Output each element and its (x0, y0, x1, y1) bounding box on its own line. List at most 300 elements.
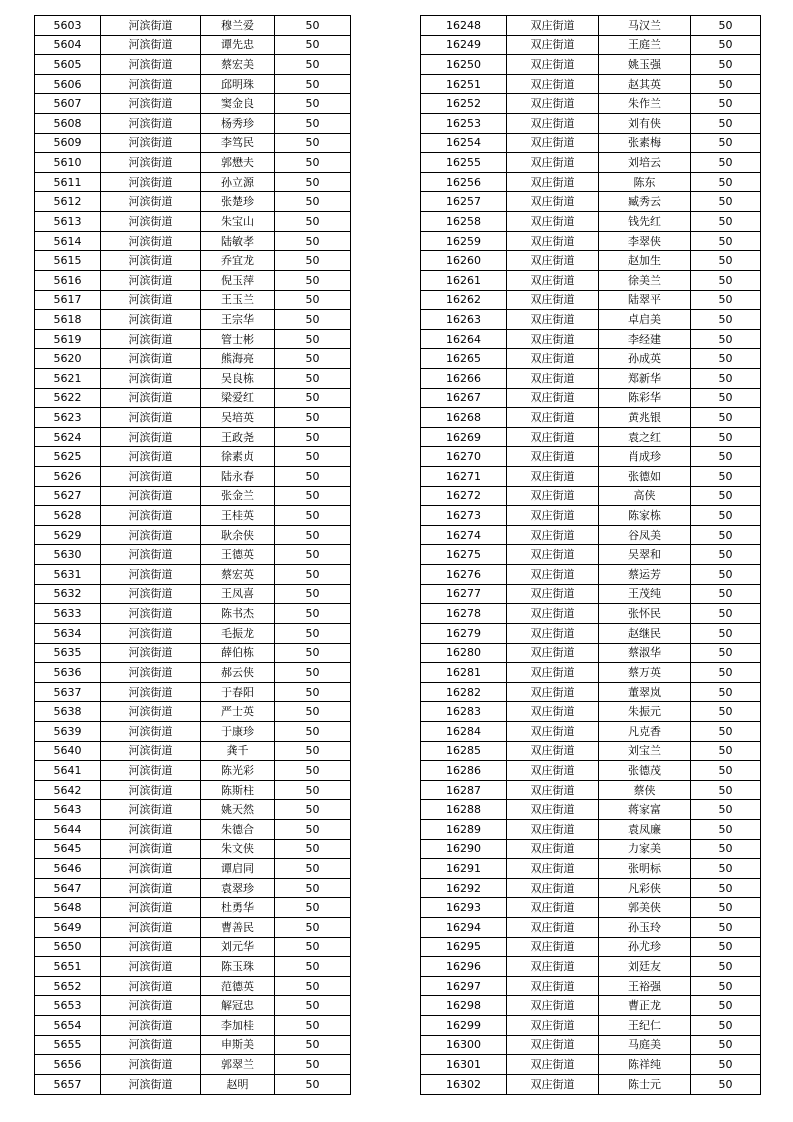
record-number-cell: 16260 (421, 251, 507, 271)
record-number-cell: 16294 (421, 918, 507, 938)
record-number-cell: 16281 (421, 663, 507, 683)
amount-cell: 50 (691, 310, 761, 330)
record-number-cell: 16296 (421, 957, 507, 977)
record-number-cell: 16268 (421, 408, 507, 428)
street-name-cell: 河滨街道 (101, 270, 201, 290)
person-name-cell: 孙立源 (201, 172, 275, 192)
table-row (421, 427, 761, 447)
street-name-cell: 双庄街道 (507, 270, 599, 290)
record-number-cell: 16271 (421, 467, 507, 487)
amount-cell: 50 (691, 114, 761, 134)
amount-cell: 50 (691, 525, 761, 545)
amount-cell: 50 (691, 388, 761, 408)
amount-cell: 50 (691, 1055, 761, 1075)
amount-cell: 50 (275, 663, 351, 683)
person-name-cell: 高侠 (599, 486, 691, 506)
street-name-cell: 双庄街道 (507, 1016, 599, 1036)
person-name-cell: 毛振龙 (201, 623, 275, 643)
record-number-cell: 16267 (421, 388, 507, 408)
amount-cell: 50 (691, 408, 761, 428)
table-row (421, 663, 761, 683)
table-row (421, 878, 761, 898)
person-name-cell: 李笃民 (201, 133, 275, 153)
street-name-cell: 双庄街道 (507, 1074, 599, 1094)
record-number-cell: 5657 (35, 1074, 101, 1094)
table-row (421, 565, 761, 585)
person-name-cell: 凡克香 (599, 721, 691, 741)
person-name-cell: 孙玉玲 (599, 918, 691, 938)
street-name-cell: 河滨街道 (101, 486, 201, 506)
right-roster-table (420, 15, 761, 1095)
table-row (421, 153, 761, 173)
table-row (35, 55, 351, 75)
record-number-cell: 5610 (35, 153, 101, 173)
record-number-cell: 16262 (421, 290, 507, 310)
table-row (35, 1035, 351, 1055)
street-name-cell: 双庄街道 (507, 192, 599, 212)
amount-cell: 50 (691, 663, 761, 683)
record-number-cell: 5625 (35, 447, 101, 467)
record-number-cell: 5603 (35, 16, 101, 36)
record-number-cell: 16266 (421, 368, 507, 388)
record-number-cell: 16293 (421, 898, 507, 918)
street-name-cell: 河滨街道 (101, 1055, 201, 1075)
street-name-cell: 河滨街道 (101, 702, 201, 722)
table-row (35, 898, 351, 918)
street-name-cell: 河滨街道 (101, 976, 201, 996)
table-row (35, 604, 351, 624)
person-name-cell: 郭翠兰 (201, 1055, 275, 1075)
person-name-cell: 谭先忠 (201, 35, 275, 55)
table-row (421, 741, 761, 761)
record-number-cell: 16292 (421, 878, 507, 898)
table-row (421, 212, 761, 232)
person-name-cell: 陈彩华 (599, 388, 691, 408)
record-number-cell: 16289 (421, 819, 507, 839)
street-name-cell: 双庄街道 (507, 310, 599, 330)
person-name-cell: 王庭兰 (599, 35, 691, 55)
person-name-cell: 徐素贞 (201, 447, 275, 467)
table-row (35, 1074, 351, 1094)
person-name-cell: 熊海亮 (201, 349, 275, 369)
street-name-cell: 双庄街道 (507, 212, 599, 232)
person-name-cell: 吴良栋 (201, 368, 275, 388)
street-name-cell: 双庄街道 (507, 133, 599, 153)
person-name-cell: 陈家栋 (599, 506, 691, 526)
street-name-cell: 河滨街道 (101, 741, 201, 761)
amount-cell: 50 (275, 1016, 351, 1036)
table-row (421, 1074, 761, 1094)
street-name-cell: 河滨街道 (101, 663, 201, 683)
street-name-cell: 河滨街道 (101, 996, 201, 1016)
street-name-cell: 双庄街道 (507, 506, 599, 526)
person-name-cell: 刘元华 (201, 937, 275, 957)
amount-cell: 50 (275, 133, 351, 153)
table-row (421, 682, 761, 702)
person-name-cell: 蔡淑华 (599, 643, 691, 663)
person-name-cell: 乔宜龙 (201, 251, 275, 271)
amount-cell: 50 (275, 153, 351, 173)
table-row (35, 212, 351, 232)
amount-cell: 50 (691, 55, 761, 75)
street-name-cell: 河滨街道 (101, 839, 201, 859)
record-number-cell: 16302 (421, 1074, 507, 1094)
street-name-cell: 双庄街道 (507, 525, 599, 545)
table-row (421, 486, 761, 506)
table-row (35, 35, 351, 55)
person-name-cell: 力家美 (599, 839, 691, 859)
amount-cell: 50 (691, 898, 761, 918)
amount-cell: 50 (691, 702, 761, 722)
table-row (35, 349, 351, 369)
amount-cell: 50 (691, 780, 761, 800)
person-name-cell: 倪玉萍 (201, 270, 275, 290)
record-number-cell: 5631 (35, 565, 101, 585)
amount-cell: 50 (275, 506, 351, 526)
person-name-cell: 杜勇华 (201, 898, 275, 918)
record-number-cell: 5647 (35, 878, 101, 898)
record-number-cell: 16288 (421, 800, 507, 820)
street-name-cell: 河滨街道 (101, 310, 201, 330)
amount-cell: 50 (275, 604, 351, 624)
street-name-cell: 双庄街道 (507, 153, 599, 173)
street-name-cell: 双庄街道 (507, 368, 599, 388)
street-name-cell: 双庄街道 (507, 741, 599, 761)
street-name-cell: 河滨街道 (101, 94, 201, 114)
person-name-cell: 姚玉强 (599, 55, 691, 75)
table-row (35, 643, 351, 663)
table-row (421, 310, 761, 330)
street-name-cell: 双庄街道 (507, 780, 599, 800)
person-name-cell: 刘廷友 (599, 957, 691, 977)
table-row (421, 55, 761, 75)
record-number-cell: 16272 (421, 486, 507, 506)
street-name-cell: 河滨街道 (101, 800, 201, 820)
table-row (35, 996, 351, 1016)
amount-cell: 50 (691, 839, 761, 859)
amount-cell: 50 (275, 839, 351, 859)
amount-cell: 50 (275, 957, 351, 977)
street-name-cell: 双庄街道 (507, 447, 599, 467)
table-row (421, 368, 761, 388)
amount-cell: 50 (691, 94, 761, 114)
record-number-cell: 5611 (35, 172, 101, 192)
amount-cell: 50 (691, 172, 761, 192)
amount-cell: 50 (691, 270, 761, 290)
person-name-cell: 郭懋夫 (201, 153, 275, 173)
street-name-cell: 双庄街道 (507, 584, 599, 604)
street-name-cell: 河滨街道 (101, 251, 201, 271)
table-row (421, 408, 761, 428)
record-number-cell: 5616 (35, 270, 101, 290)
person-name-cell: 张楚珍 (201, 192, 275, 212)
table-row (35, 310, 351, 330)
table-row (421, 447, 761, 467)
record-number-cell: 16252 (421, 94, 507, 114)
street-name-cell: 双庄街道 (507, 172, 599, 192)
table-row (35, 153, 351, 173)
person-name-cell: 王裕强 (599, 976, 691, 996)
person-name-cell: 郝云侠 (201, 663, 275, 683)
amount-cell: 50 (275, 819, 351, 839)
table-row (421, 94, 761, 114)
person-name-cell: 王宗华 (201, 310, 275, 330)
record-number-cell: 5643 (35, 800, 101, 820)
amount-cell: 50 (691, 800, 761, 820)
table-row (35, 839, 351, 859)
table-row (421, 114, 761, 134)
person-name-cell: 刘培云 (599, 153, 691, 173)
amount-cell: 50 (275, 35, 351, 55)
table-row (421, 1016, 761, 1036)
table-row (35, 368, 351, 388)
street-name-cell: 双庄街道 (507, 329, 599, 349)
street-name-cell: 双庄街道 (507, 878, 599, 898)
person-name-cell: 张金兰 (201, 486, 275, 506)
person-name-cell: 王玉兰 (201, 290, 275, 310)
street-name-cell: 双庄街道 (507, 800, 599, 820)
record-number-cell: 5644 (35, 819, 101, 839)
table-row (421, 16, 761, 36)
amount-cell: 50 (691, 937, 761, 957)
table-row (421, 859, 761, 879)
person-name-cell: 张德如 (599, 467, 691, 487)
record-number-cell: 5654 (35, 1016, 101, 1036)
street-name-cell: 双庄街道 (507, 114, 599, 134)
amount-cell: 50 (275, 310, 351, 330)
street-name-cell: 河滨街道 (101, 133, 201, 153)
table-row (35, 976, 351, 996)
record-number-cell: 16249 (421, 35, 507, 55)
street-name-cell: 双庄街道 (507, 35, 599, 55)
amount-cell: 50 (691, 545, 761, 565)
street-name-cell: 双庄街道 (507, 486, 599, 506)
record-number-cell: 5609 (35, 133, 101, 153)
table-row (35, 74, 351, 94)
person-name-cell: 王纪仁 (599, 1016, 691, 1036)
table-row (421, 721, 761, 741)
record-number-cell: 5639 (35, 721, 101, 741)
person-name-cell: 陆翠平 (599, 290, 691, 310)
record-number-cell: 5612 (35, 192, 101, 212)
table-row (421, 702, 761, 722)
street-name-cell: 河滨街道 (101, 937, 201, 957)
record-number-cell: 5604 (35, 35, 101, 55)
amount-cell: 50 (275, 74, 351, 94)
table-row (421, 525, 761, 545)
table-row (421, 545, 761, 565)
table-row (421, 506, 761, 526)
table-row (35, 819, 351, 839)
amount-cell: 50 (691, 1016, 761, 1036)
amount-cell: 50 (691, 1035, 761, 1055)
person-name-cell: 袁凤廉 (599, 819, 691, 839)
street-name-cell: 双庄街道 (507, 565, 599, 585)
record-number-cell: 5641 (35, 761, 101, 781)
amount-cell: 50 (691, 859, 761, 879)
person-name-cell: 陈祥纯 (599, 1055, 691, 1075)
street-name-cell: 河滨街道 (101, 819, 201, 839)
table-row (35, 623, 351, 643)
street-name-cell: 河滨街道 (101, 1074, 201, 1094)
amount-cell: 50 (275, 996, 351, 1016)
table-row (421, 976, 761, 996)
amount-cell: 50 (691, 918, 761, 938)
table-row (35, 447, 351, 467)
person-name-cell: 肖成珍 (599, 447, 691, 467)
record-number-cell: 5632 (35, 584, 101, 604)
street-name-cell: 双庄街道 (507, 55, 599, 75)
street-name-cell: 双庄街道 (507, 1055, 599, 1075)
amount-cell: 50 (691, 427, 761, 447)
amount-cell: 50 (691, 761, 761, 781)
table-row (421, 623, 761, 643)
record-number-cell: 5626 (35, 467, 101, 487)
table-row (35, 1055, 351, 1075)
amount-cell: 50 (275, 172, 351, 192)
street-name-cell: 河滨街道 (101, 721, 201, 741)
amount-cell: 50 (275, 761, 351, 781)
person-name-cell: 吴翠和 (599, 545, 691, 565)
amount-cell: 50 (691, 329, 761, 349)
record-number-cell: 5618 (35, 310, 101, 330)
street-name-cell: 河滨街道 (101, 231, 201, 251)
record-number-cell: 5648 (35, 898, 101, 918)
street-name-cell: 双庄街道 (507, 545, 599, 565)
amount-cell: 50 (275, 1074, 351, 1094)
amount-cell: 50 (275, 643, 351, 663)
person-name-cell: 孙成英 (599, 349, 691, 369)
amount-cell: 50 (275, 878, 351, 898)
street-name-cell: 河滨街道 (101, 114, 201, 134)
amount-cell: 50 (691, 349, 761, 369)
table-row (35, 682, 351, 702)
person-name-cell: 朱振元 (599, 702, 691, 722)
table-row (421, 643, 761, 663)
table-row (35, 565, 351, 585)
table-row (421, 839, 761, 859)
amount-cell: 50 (275, 349, 351, 369)
person-name-cell: 王桂英 (201, 506, 275, 526)
person-name-cell: 曹正龙 (599, 996, 691, 1016)
table-row (35, 859, 351, 879)
table-row (421, 231, 761, 251)
street-name-cell: 河滨街道 (101, 859, 201, 879)
street-name-cell: 河滨街道 (101, 16, 201, 36)
table-row (35, 94, 351, 114)
street-name-cell: 河滨街道 (101, 682, 201, 702)
person-name-cell: 李翠侠 (599, 231, 691, 251)
amount-cell: 50 (275, 447, 351, 467)
street-name-cell: 河滨街道 (101, 368, 201, 388)
street-name-cell: 河滨街道 (101, 1035, 201, 1055)
person-name-cell: 陈光彩 (201, 761, 275, 781)
street-name-cell: 河滨街道 (101, 192, 201, 212)
person-name-cell: 朱宝山 (201, 212, 275, 232)
table-row (421, 270, 761, 290)
person-name-cell: 杨秀珍 (201, 114, 275, 134)
person-name-cell: 邱明珠 (201, 74, 275, 94)
street-name-cell: 双庄街道 (507, 898, 599, 918)
record-number-cell: 16273 (421, 506, 507, 526)
person-name-cell: 孙尤珍 (599, 937, 691, 957)
person-name-cell: 刘宝兰 (599, 741, 691, 761)
street-name-cell: 双庄街道 (507, 761, 599, 781)
amount-cell: 50 (275, 388, 351, 408)
table-row (421, 761, 761, 781)
table-row (35, 663, 351, 683)
street-name-cell: 双庄街道 (507, 976, 599, 996)
record-number-cell: 5638 (35, 702, 101, 722)
record-number-cell: 5633 (35, 604, 101, 624)
amount-cell: 50 (275, 94, 351, 114)
street-name-cell: 双庄街道 (507, 408, 599, 428)
record-number-cell: 5621 (35, 368, 101, 388)
record-number-cell: 5655 (35, 1035, 101, 1055)
street-name-cell: 双庄街道 (507, 996, 599, 1016)
person-name-cell: 蔡万英 (599, 663, 691, 683)
street-name-cell: 双庄街道 (507, 467, 599, 487)
amount-cell: 50 (275, 270, 351, 290)
table-row (35, 408, 351, 428)
street-name-cell: 河滨街道 (101, 584, 201, 604)
table-row (421, 349, 761, 369)
amount-cell: 50 (275, 525, 351, 545)
street-name-cell: 双庄街道 (507, 349, 599, 369)
person-name-cell: 陈斯柱 (201, 780, 275, 800)
street-name-cell: 河滨街道 (101, 506, 201, 526)
table-row (421, 780, 761, 800)
left-roster-table (34, 15, 351, 1095)
person-name-cell: 凡彩侠 (599, 878, 691, 898)
amount-cell: 50 (691, 643, 761, 663)
street-name-cell: 河滨街道 (101, 780, 201, 800)
street-name-cell: 双庄街道 (507, 604, 599, 624)
amount-cell: 50 (275, 408, 351, 428)
record-number-cell: 5615 (35, 251, 101, 271)
amount-cell: 50 (275, 114, 351, 134)
record-number-cell: 16301 (421, 1055, 507, 1075)
record-number-cell: 16287 (421, 780, 507, 800)
record-number-cell: 5652 (35, 976, 101, 996)
amount-cell: 50 (275, 368, 351, 388)
amount-cell: 50 (691, 35, 761, 55)
table-row (421, 800, 761, 820)
person-name-cell: 王政尧 (201, 427, 275, 447)
record-number-cell: 5637 (35, 682, 101, 702)
record-number-cell: 16284 (421, 721, 507, 741)
amount-cell: 50 (275, 427, 351, 447)
person-name-cell: 蔡宏英 (201, 565, 275, 585)
amount-cell: 50 (275, 329, 351, 349)
amount-cell: 50 (275, 16, 351, 36)
amount-cell: 50 (691, 741, 761, 761)
table-row (421, 467, 761, 487)
street-name-cell: 河滨街道 (101, 172, 201, 192)
table-row (35, 192, 351, 212)
amount-cell: 50 (691, 290, 761, 310)
street-name-cell: 双庄街道 (507, 937, 599, 957)
amount-cell: 50 (275, 290, 351, 310)
person-name-cell: 蒋家富 (599, 800, 691, 820)
table-row (421, 996, 761, 1016)
street-name-cell: 双庄街道 (507, 918, 599, 938)
table-row (35, 584, 351, 604)
record-number-cell: 16258 (421, 212, 507, 232)
street-name-cell: 河滨街道 (101, 153, 201, 173)
amount-cell: 50 (691, 976, 761, 996)
amount-cell: 50 (275, 937, 351, 957)
